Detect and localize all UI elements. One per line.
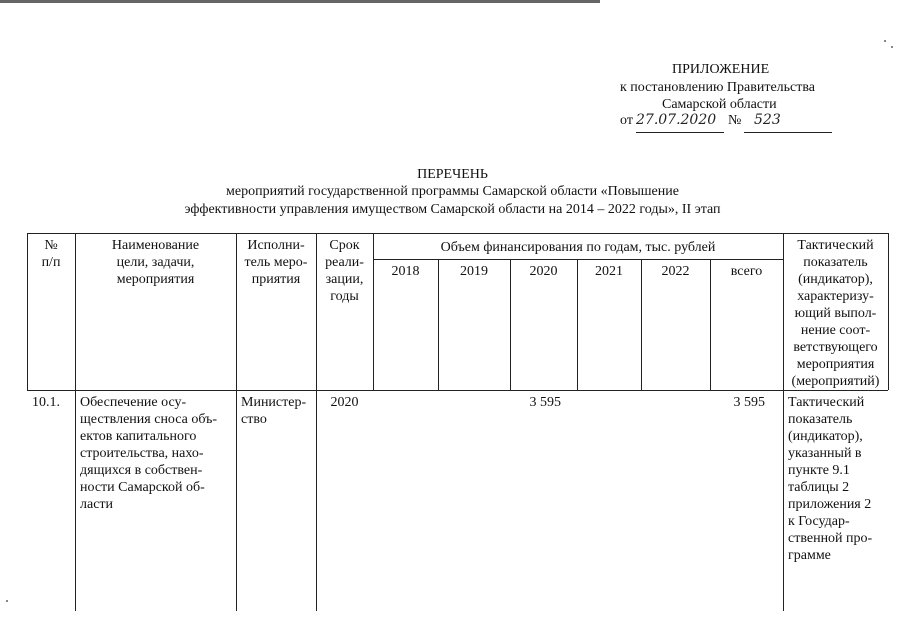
header-num [27, 237, 75, 271]
appendix-line2: Самарской области [662, 97, 777, 112]
row-term: 2020 [330, 395, 359, 410]
header-executor-line: тель меро- [244, 255, 308, 270]
row-name-line: дящихся в собствен- [80, 463, 203, 478]
row-indicator-line: к Государ- [788, 514, 850, 529]
row-indicator-line: грамме [788, 548, 831, 563]
header-term-line: годы [330, 289, 359, 304]
header-indicator-line: ветствующего [793, 340, 878, 355]
doc-title: ПЕРЕЧЕНЬ [417, 167, 488, 182]
header-indicator-line: характеризу- [797, 289, 874, 304]
header-name [75, 237, 236, 288]
row-name-line: ектов капитального [80, 429, 197, 444]
row-indicator-line: ственной про- [788, 531, 873, 546]
col-line [75, 233, 76, 611]
row-num: 10.1. [32, 395, 60, 410]
header-executor-line: Исполни- [247, 238, 305, 253]
scan-speck [6, 600, 8, 602]
scan-speck [891, 46, 893, 48]
doc-subtitle-line1: мероприятий государственной программы Самарской области «Повышение [226, 184, 679, 199]
header-year-2018: 2018 [391, 264, 420, 279]
row-indicator-line: (индикатор), [788, 429, 863, 444]
header-name-line: цели, задачи, [116, 255, 195, 270]
header-num-line: п/п [41, 255, 61, 270]
row-value-total: 3 595 [733, 395, 765, 410]
row-indicator-line: таблицы 2 [788, 480, 850, 495]
row-executor [241, 394, 315, 428]
header-num-line: № [44, 238, 58, 253]
header-indicator [783, 237, 888, 390]
years-header-line [373, 259, 783, 260]
row-name-line: ласти [80, 497, 114, 512]
row-indicator-line: пункте 9.1 [788, 463, 850, 478]
header-funding: Объем финансирования по годам, тыс. рублей [440, 240, 716, 255]
row-indicator [788, 394, 888, 564]
col-line [888, 233, 889, 390]
appendix-date-row [620, 113, 832, 133]
row-name-line: ществления сноса объ- [80, 412, 218, 427]
row-indicator-line: Тактический [788, 395, 865, 410]
header-year-2020: 2020 [529, 264, 558, 279]
doc-subtitle-line2: эффективности управления имуществом Самарской области на 2014 – 2022 годы», II этап [184, 202, 721, 217]
header-year-2019: 2019 [460, 264, 488, 279]
row-indicator-line: приложения 2 [788, 497, 872, 512]
header-executor-line: приятия [251, 272, 301, 287]
number-underline [744, 132, 832, 133]
header-indicator-line: показатель [803, 255, 868, 270]
header-indicator-line: ющий выпол- [794, 306, 877, 321]
header-term-line: зации, [325, 272, 364, 287]
header-indicator-line: (мероприятий) [791, 374, 880, 389]
date-prefix: от [620, 113, 633, 128]
date-handwritten: 27.07.2020 [636, 112, 717, 128]
scan-speck [884, 40, 886, 42]
date-underline [636, 132, 724, 133]
header-term-line: Срок [329, 238, 360, 253]
header-indicator-line: Тактический [797, 238, 874, 253]
header-term [316, 237, 373, 305]
row-name-line: Обеспечение осу- [80, 395, 187, 410]
col-line [373, 233, 374, 390]
header-year-2022: 2022 [661, 264, 690, 279]
table-header-bottom [27, 390, 888, 391]
row-value-2020: 3 595 [529, 395, 561, 410]
row-indicator-line: показатель [788, 412, 853, 427]
number-prefix: № [728, 113, 742, 128]
header-indicator-line: (индикатор), [798, 272, 873, 287]
header-term-line: реали- [325, 255, 364, 270]
number-handwritten: 523 [754, 112, 781, 128]
row-name-line: строительства, нахо- [80, 446, 204, 461]
row-name-line: ности Самарской об- [80, 480, 205, 495]
header-total: всего [730, 264, 763, 279]
appendix-title: ПРИЛОЖЕНИЕ [672, 62, 770, 77]
header-indicator-line: нение соот- [800, 323, 871, 338]
appendix-line1: к постановлению Правительства [620, 80, 816, 95]
scan-top-edge [0, 0, 905, 3]
col-line [236, 233, 237, 611]
row-indicator-line: указанный в [788, 446, 862, 461]
header-name-line: Наименование [111, 238, 200, 253]
table-top-border [27, 233, 888, 234]
row-executor-line: Министер- [241, 395, 307, 410]
header-indicator-line: мероприятия [796, 357, 875, 372]
header-year-2021: 2021 [595, 264, 623, 279]
header-executor [236, 237, 316, 288]
header-name-line: мероприятия [116, 272, 195, 287]
row-name [80, 394, 235, 513]
row-executor-line: ство [241, 412, 267, 427]
